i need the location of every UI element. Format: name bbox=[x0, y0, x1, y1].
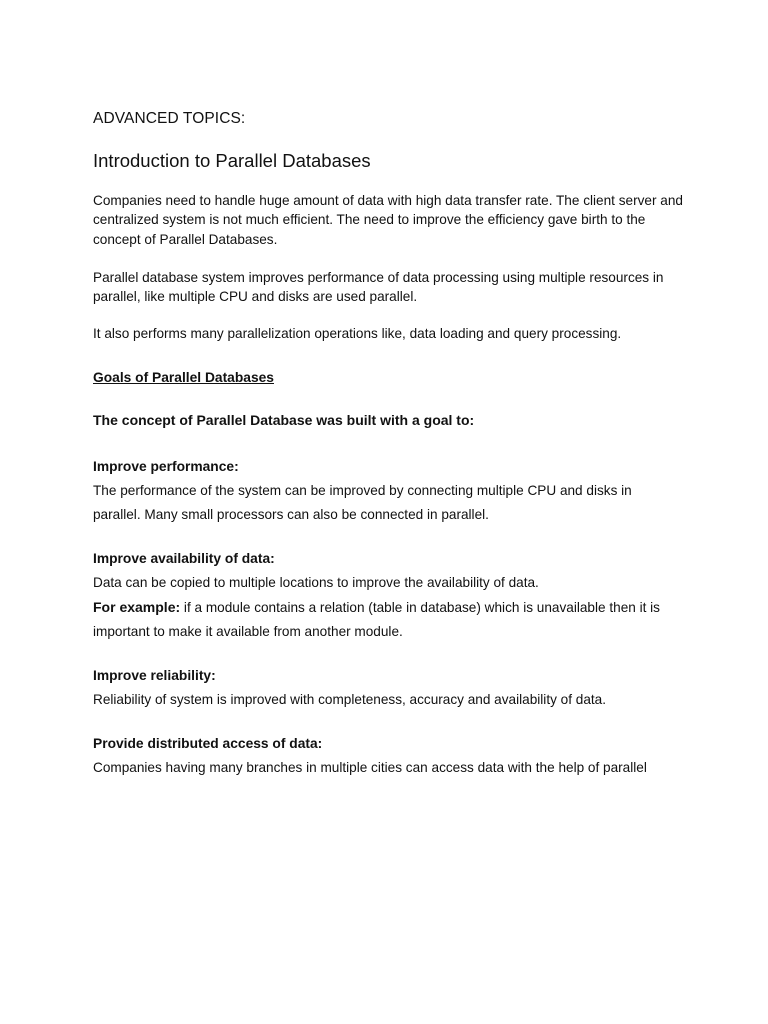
goal-text: Data can be copied to multiple locations to improve the availability of data. bbox=[93, 574, 539, 590]
goal-distributed-access bbox=[93, 734, 683, 780]
goal-availability bbox=[93, 549, 683, 644]
goal-heading: Improve availability of data: bbox=[93, 550, 275, 566]
section-label: ADVANCED TOPICS: bbox=[93, 110, 246, 127]
page-title: Introduction to Parallel Databases bbox=[93, 150, 371, 171]
example-label: For example: bbox=[93, 598, 181, 615]
goals-heading: Goals of Parallel Databases bbox=[93, 369, 274, 385]
goal-heading: Improve performance: bbox=[93, 458, 239, 474]
intro-paragraph-3: It also performs many parallelization operations like, data loading and query processing. bbox=[93, 326, 622, 342]
goal-heading: Improve reliability: bbox=[93, 667, 216, 683]
intro-paragraph-2: Parallel database system improves performance of data processing using multiple resources in parallel, like multiple CPU and disks are used parallel. bbox=[93, 269, 664, 305]
intro-paragraph-1: Companies need to handle huge amount of data with high data transfer rate. The client server and centralized system is not much efficient. The need to improve the efficiency gave birth to the concept of Parallel Databases. bbox=[93, 193, 683, 247]
document-content bbox=[93, 109, 683, 780]
goal-text: Reliability of system is improved with completeness, accuracy and availability of data. bbox=[93, 691, 607, 707]
goal-text: Companies having many branches in multiple cities can access data with the help of parallel bbox=[93, 759, 647, 775]
example-paragraph bbox=[93, 595, 683, 644]
goal-heading: Provide distributed access of data: bbox=[93, 735, 323, 751]
goal-performance bbox=[93, 457, 683, 527]
goal-reliability bbox=[93, 666, 683, 712]
example-text: if a module contains a relation (table in database) which is unavailable then it is important to make it available from another module. bbox=[93, 599, 660, 639]
goal-text: The performance of the system can be improved by connecting multiple CPU and disks in parallel. Many small processors can also be connected in parallel. bbox=[93, 482, 632, 522]
concept-line: The concept of Parallel Database was built with a goal to: bbox=[93, 411, 475, 428]
